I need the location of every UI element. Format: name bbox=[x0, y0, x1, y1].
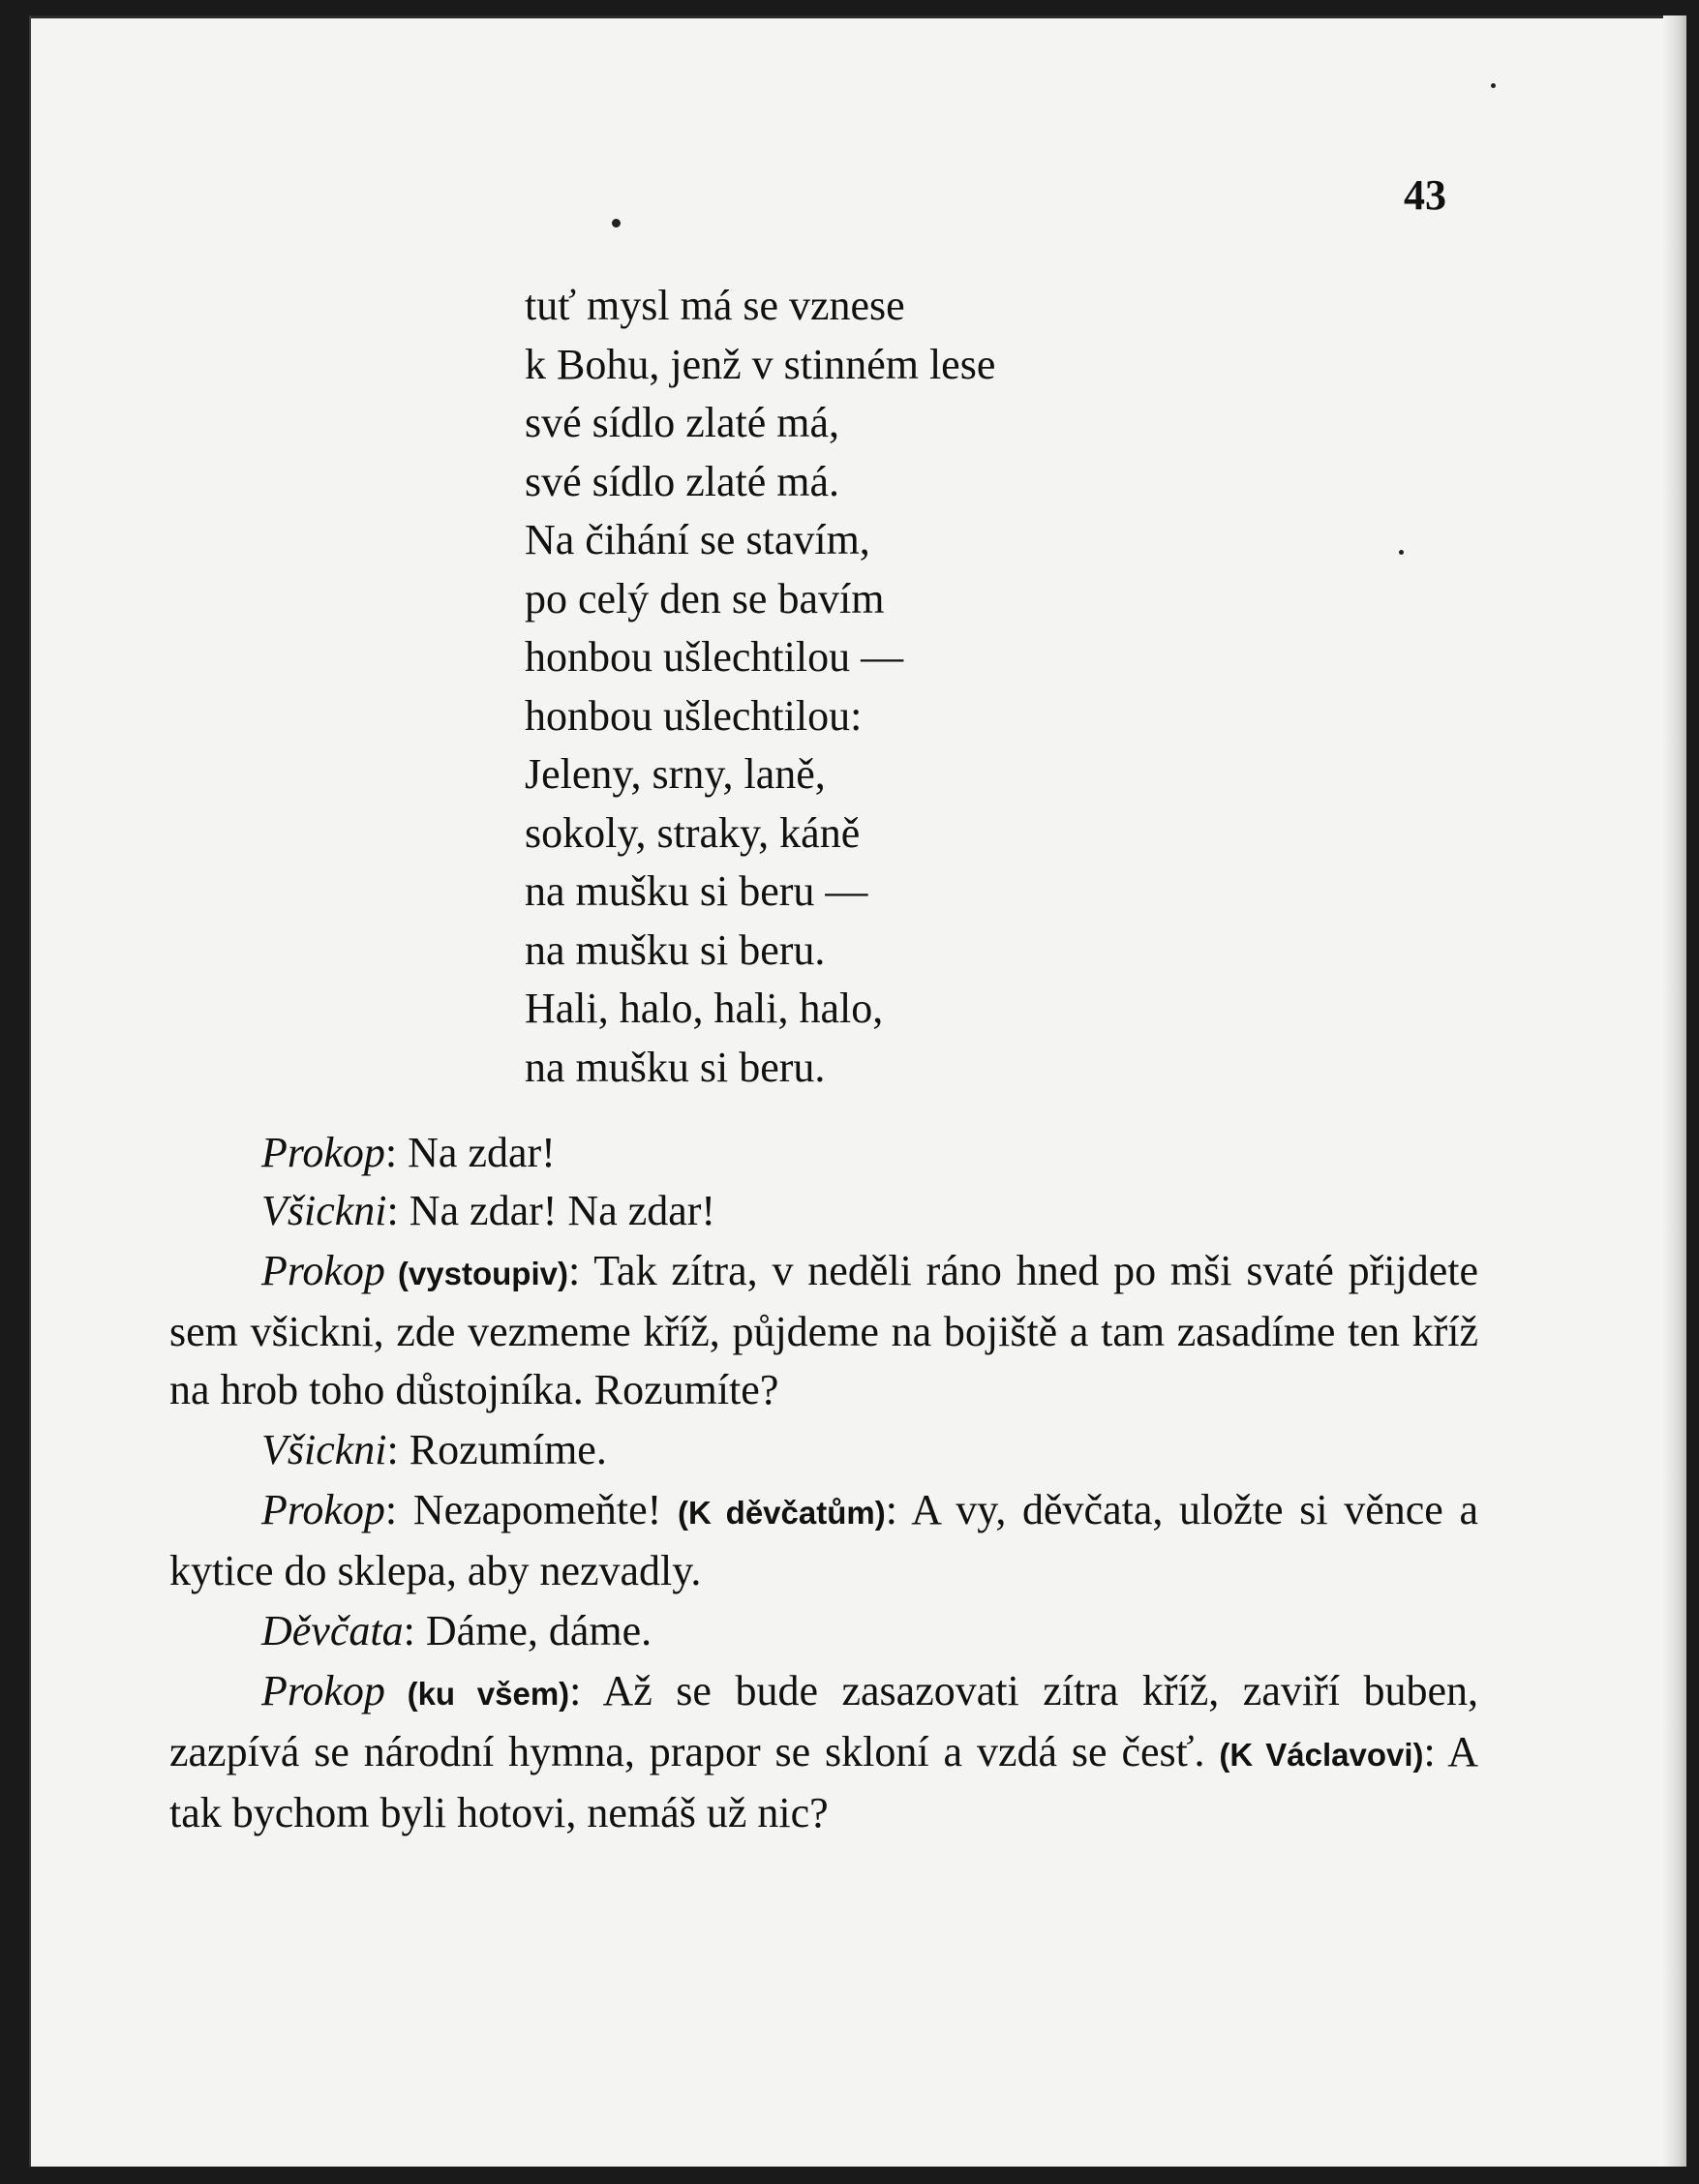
verse-line: k Bohu, jenž v stinném lese bbox=[525, 340, 996, 388]
page-number: 43 bbox=[1404, 171, 1446, 219]
speaker-separator: : bbox=[567, 1247, 594, 1294]
speaker-separator: : bbox=[386, 1426, 410, 1473]
dialogue-section bbox=[169, 1124, 1478, 1842]
dialogue-line bbox=[169, 1182, 1478, 1240]
ink-speck bbox=[612, 219, 621, 228]
verse-line: své sídlo zlaté má, bbox=[525, 399, 840, 446]
speaker-name: Děvčata bbox=[261, 1607, 404, 1654]
stage-direction: (ku všem) bbox=[384, 1676, 570, 1712]
line-text: : A tak bychom byli hotovi, nemáš už nic? bbox=[169, 1728, 1479, 1836]
speaker-name: Všickni bbox=[261, 1187, 387, 1234]
speaker-separator: : bbox=[569, 1667, 603, 1714]
verse-line: Jeleny, srny, laně, bbox=[525, 750, 826, 798]
verse-line: honbou ušlechtilou — bbox=[525, 633, 904, 681]
dialogue-line bbox=[169, 1481, 1478, 1600]
ink-speck bbox=[1491, 83, 1496, 88]
verse-line: na mušku si beru. bbox=[525, 925, 826, 974]
verse-line: po celý den se bavím bbox=[525, 574, 885, 622]
scan-edge-left bbox=[29, 15, 31, 2167]
speaker-name: Všickni bbox=[261, 1426, 387, 1473]
line-text: Dáme, dáme. bbox=[425, 1607, 652, 1654]
verse-line: Na čihání se stavím, bbox=[525, 516, 870, 563]
speaker-name: Prokop bbox=[261, 1247, 385, 1294]
speaker-separator: : bbox=[386, 1187, 410, 1234]
speaker-name: Prokop bbox=[261, 1129, 385, 1176]
dialogue-line bbox=[169, 1242, 1478, 1419]
scan-edge-top bbox=[29, 15, 1686, 18]
book-page bbox=[29, 15, 1686, 2167]
dialogue-line bbox=[169, 1124, 1478, 1182]
line-text: Tak zítra, v neděli ráno hned po mši svaté přijdete sem všickni, zde vezmeme kříž, půjdeme na bojiště a tam zasadíme ten kříž na hrob toho důstojníka. Rozumíte? bbox=[169, 1247, 1478, 1413]
line-text: : A vy, děvčata, uložte si věnce a kytice do sklepa, aby nezvadly. bbox=[169, 1486, 1479, 1594]
verse-line: na mušku si beru. bbox=[525, 1043, 826, 1091]
line-text: Nezapomeňte! bbox=[412, 1486, 679, 1533]
speaker-separator: : bbox=[384, 1129, 409, 1176]
dialogue-line bbox=[169, 1421, 1478, 1479]
verse-line: na mušku si beru — bbox=[525, 867, 868, 915]
scan-edge-right bbox=[1663, 15, 1686, 2167]
verse-line: tuť mysl má se vznese bbox=[525, 282, 905, 329]
ink-speck bbox=[1399, 550, 1404, 555]
dialogue-line bbox=[169, 1662, 1478, 1842]
speaker-name: Prokop bbox=[261, 1667, 385, 1714]
verse-line: Hali, halo, hali, halo, bbox=[525, 985, 884, 1032]
line-text: Na zdar! Na zdar! bbox=[409, 1187, 716, 1234]
verse-line: honbou ušlechtilou: bbox=[525, 691, 863, 740]
speaker-separator: : bbox=[403, 1607, 426, 1654]
line-text: Rozumíme. bbox=[409, 1426, 607, 1473]
speaker-name: Prokop bbox=[261, 1486, 385, 1533]
line-text: Na zdar! bbox=[408, 1129, 556, 1176]
speaker-separator: : bbox=[384, 1486, 413, 1533]
line-text: Až se bude zasazovati zítra kříž, zaviří buben, zazpívá se národní hymna, prapor se skloní a vzdá se česť. bbox=[169, 1667, 1478, 1775]
stage-direction: (K děvčatům) bbox=[678, 1495, 886, 1531]
verse-line: sokoly, straky, káně bbox=[525, 808, 861, 857]
stage-direction: (vystoupiv) bbox=[384, 1256, 568, 1291]
verse-line: své sídlo zlaté má. bbox=[525, 457, 840, 505]
dialogue-line bbox=[169, 1602, 1478, 1660]
song-verse bbox=[525, 277, 995, 1097]
stage-direction: (K Václavovi) bbox=[1219, 1737, 1424, 1773]
